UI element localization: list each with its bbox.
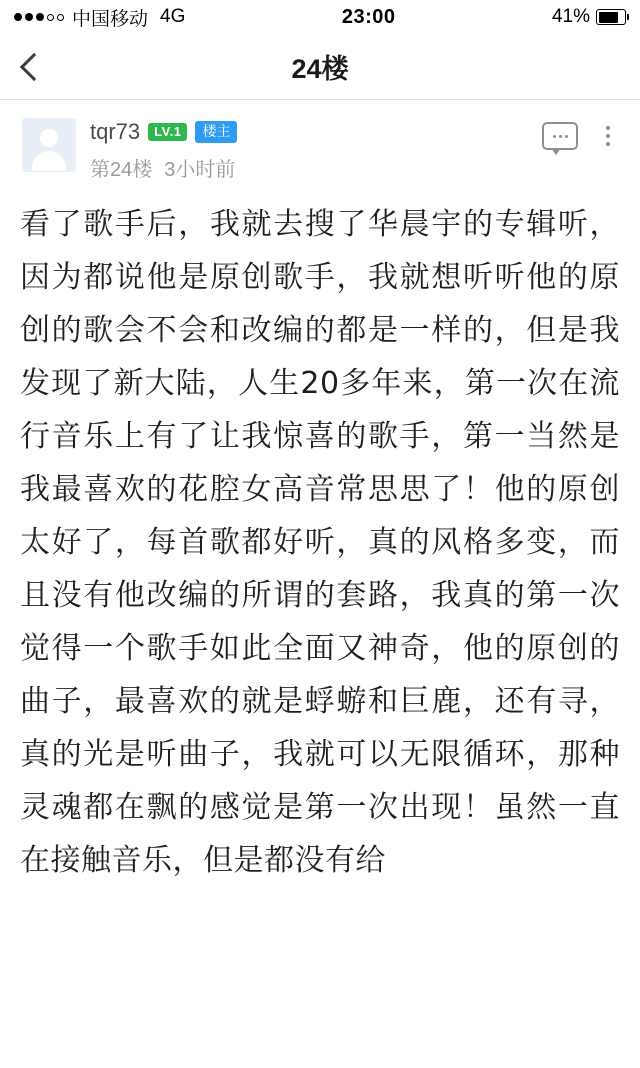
page-title: 24楼 <box>291 54 349 84</box>
comment-icon[interactable] <box>542 122 578 150</box>
username-label[interactable]: tqr73 <box>90 119 141 144</box>
post-container <box>0 100 640 887</box>
carrier-label: 中国移动 <box>72 8 149 30</box>
more-vertical-icon[interactable] <box>598 122 618 150</box>
post-header <box>22 118 618 182</box>
avatar[interactable] <box>22 118 76 172</box>
post-meta <box>90 118 542 182</box>
back-button[interactable] <box>0 34 62 99</box>
status-bar-left <box>14 4 185 31</box>
post-subinfo <box>90 153 542 182</box>
navigation-bar <box>0 34 640 100</box>
thread-owner-badge: 楼主 <box>195 121 237 142</box>
floor-label: 第24楼 <box>90 159 153 181</box>
post-author-line <box>90 118 542 146</box>
post-actions <box>542 122 618 150</box>
status-bar <box>0 0 640 34</box>
post-header-area <box>0 100 640 182</box>
status-clock: 23:00 <box>341 5 396 28</box>
battery-percent-label: 41% <box>551 6 590 27</box>
post-content-text: 看了歌手后，我就去搜了华晨宇的专辑听，因为都说他是原创歌手，我就想听听他的原创的歌会不会和改编的都是一样的，但是我发现了新大陆，人生20多年来，第一次在流行音乐上有了让我惊喜的歌手，第一当然是我最喜欢的花腔女高音常思思了！他的原创太好了，每首歌都好听，真的风格多变，而且没有他改编的所谓的套路，我真的第一次觉得一个歌手如此全面又神奇，他的原创的曲子，最喜欢的就是蜉蝣和巨鹿，还有寻，真的光是听曲子，我就可以无限循环，那种灵魂都在飘的感觉是第一次出现！虽然一直在接触音乐，但是都没有给 <box>20 207 620 878</box>
signal-strength-icon <box>14 13 64 21</box>
level-badge: LV.1 <box>148 123 187 141</box>
battery-icon <box>596 9 626 25</box>
status-bar-right <box>552 6 626 28</box>
network-type-label: 4G <box>160 6 186 27</box>
chevron-left-icon <box>20 52 48 80</box>
timestamp-label: 3小时前 <box>164 159 236 181</box>
